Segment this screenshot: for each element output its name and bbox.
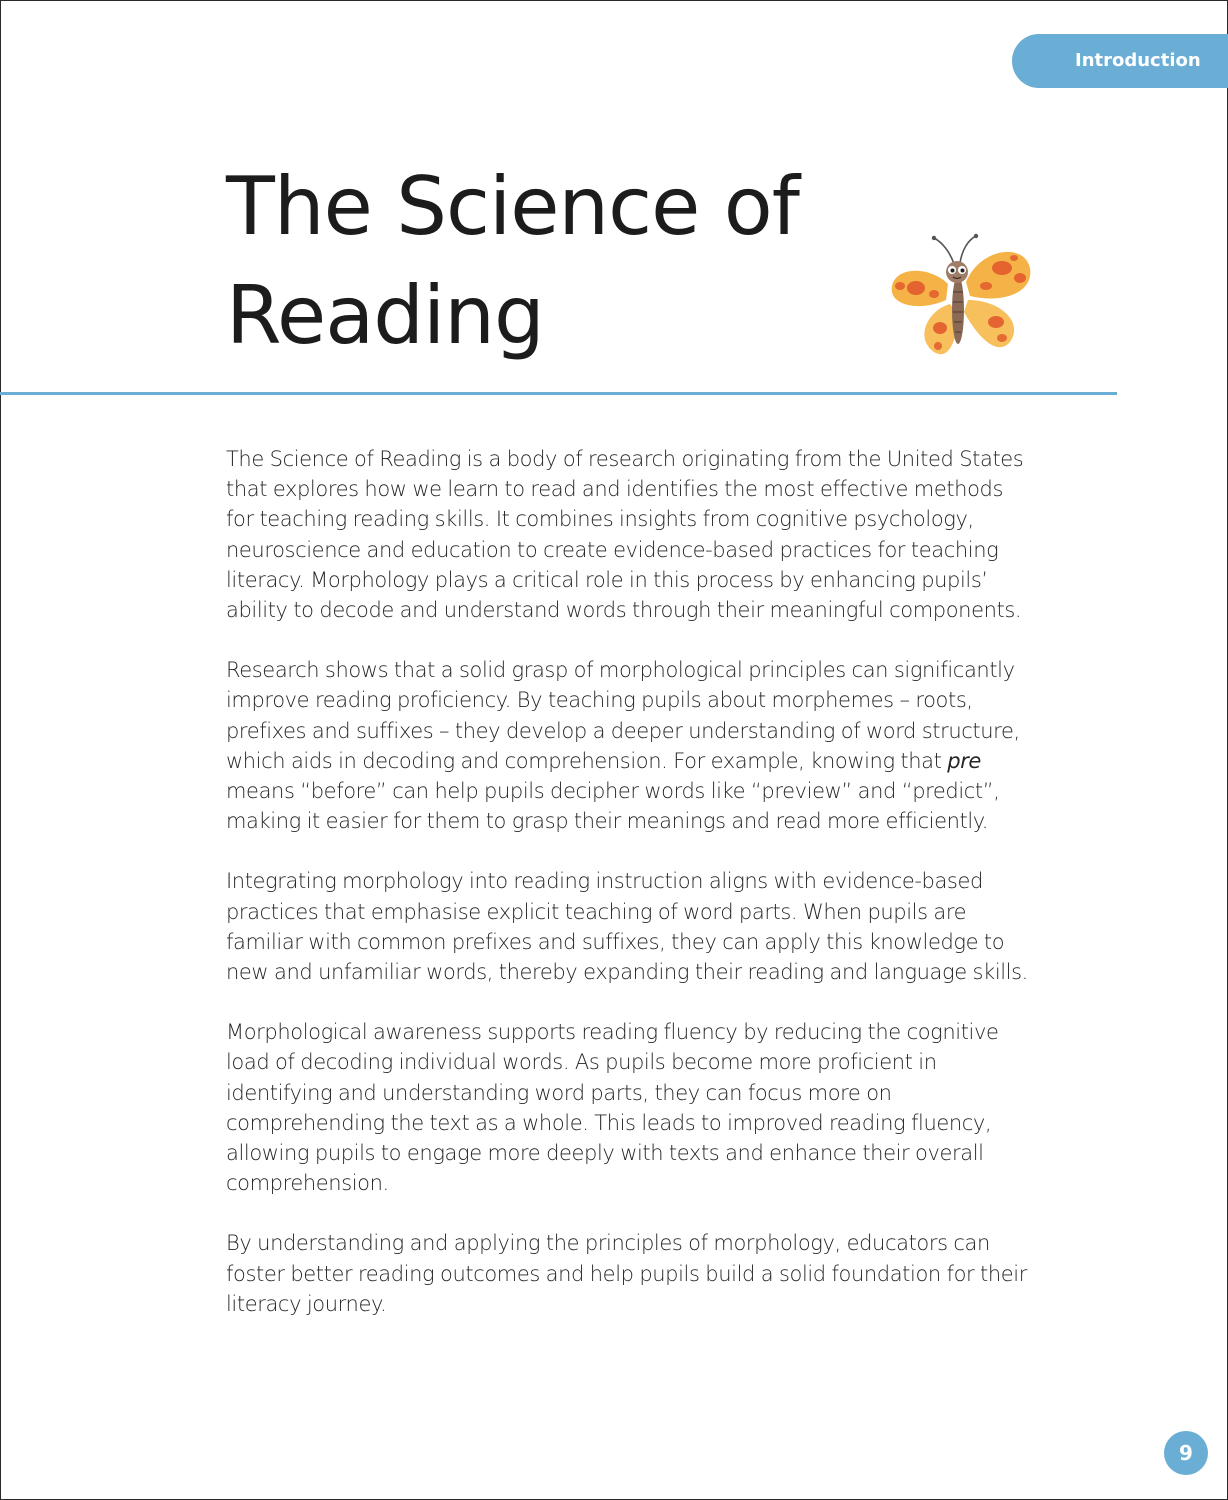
body-text xyxy=(226,444,1122,1349)
paragraph-2 xyxy=(226,655,1122,836)
paragraph-1 xyxy=(226,444,1122,625)
butterfly-icon xyxy=(884,230,1040,370)
paragraph-2-line-3: prefixes and suffixes – they develop a deeper understanding of word structure, xyxy=(226,718,1020,743)
paragraph-2-line-2: improve reading proficiency. By teaching pupils about morphemes – roots, xyxy=(226,688,973,713)
paragraph-1-line-3: for teaching reading skills. It combines insights from cognitive psychology, xyxy=(226,507,974,532)
paragraph-5 xyxy=(226,1228,1122,1319)
paragraph-4-line-6: comprehension. xyxy=(226,1171,389,1196)
paragraph-2-line-4 xyxy=(226,746,1122,776)
paragraph-5-line-1: By understanding and applying the principles of morphology, educators can xyxy=(226,1231,990,1256)
paragraph-1-line-4: neuroscience and education to create evidence-based practices for teaching xyxy=(226,537,999,562)
page-title xyxy=(226,152,926,370)
paragraph-2-line-4-text: which aids in decoding and comprehension. For example, knowing that xyxy=(226,748,942,773)
paragraph-4-line-2: load of decoding individual words. As pupils become more proficient in xyxy=(226,1050,937,1075)
page-title-line-2: Reading xyxy=(226,269,544,362)
title-divider xyxy=(0,392,1117,395)
paragraph-2-line-6: making it easier for them to grasp their meanings and read more efficiently. xyxy=(226,809,989,834)
paragraph-4-line-1: Morphological awareness supports reading fluency by reducing the cognitive xyxy=(226,1020,999,1045)
paragraph-1-line-6: ability to decode and understand words through their meaningful components. xyxy=(226,598,1022,623)
paragraph-5-line-3: literacy journey. xyxy=(226,1291,387,1316)
section-tab-introduction[interactable]: Introduction xyxy=(1012,34,1228,88)
paragraph-4-line-3: identifying and understanding word parts, they can focus more on xyxy=(226,1080,892,1105)
paragraph-3-line-4: new and unfamiliar words, thereby expanding their reading and language skills. xyxy=(226,960,1028,985)
paragraph-4 xyxy=(226,1017,1122,1198)
paragraph-2-line-5: means “before” can help pupils decipher words like “preview” and “predict”, xyxy=(226,779,1000,804)
emphasis-word-pre: pre xyxy=(947,748,981,773)
paragraph-4-line-5: allowing pupils to engage more deeply with texts and enhance their overall xyxy=(226,1141,984,1166)
paragraph-1-line-5: literacy. Morphology plays a critical role in this process by enhancing pupils’ xyxy=(226,567,988,592)
paragraph-5-line-2: foster better reading outcomes and help pupils build a solid foundation for their xyxy=(226,1261,1027,1286)
paragraph-3-line-2: practices that emphasise explicit teaching of word parts. When pupils are xyxy=(226,899,967,924)
paragraph-3 xyxy=(226,866,1122,987)
paragraph-3-line-3: familiar with common prefixes and suffixes, they can apply this knowledge to xyxy=(226,929,1005,954)
paragraph-1-line-2: that explores how we learn to read and identifies the most effective methods xyxy=(226,477,1004,502)
page-number-badge: 9 xyxy=(1164,1431,1208,1475)
page-title-line-1: The Science of xyxy=(226,160,799,253)
paragraph-4-line-4: comprehending the text as a whole. This leads to improved reading fluency, xyxy=(226,1110,992,1135)
paragraph-1-line-1: The Science of Reading is a body of research originating from the United States xyxy=(226,447,1024,471)
paragraph-2-line-1: Research shows that a solid grasp of morphological principles can significantly xyxy=(226,658,1015,683)
paragraph-3-line-1: Integrating morphology into reading instruction aligns with evidence-based xyxy=(226,869,983,894)
